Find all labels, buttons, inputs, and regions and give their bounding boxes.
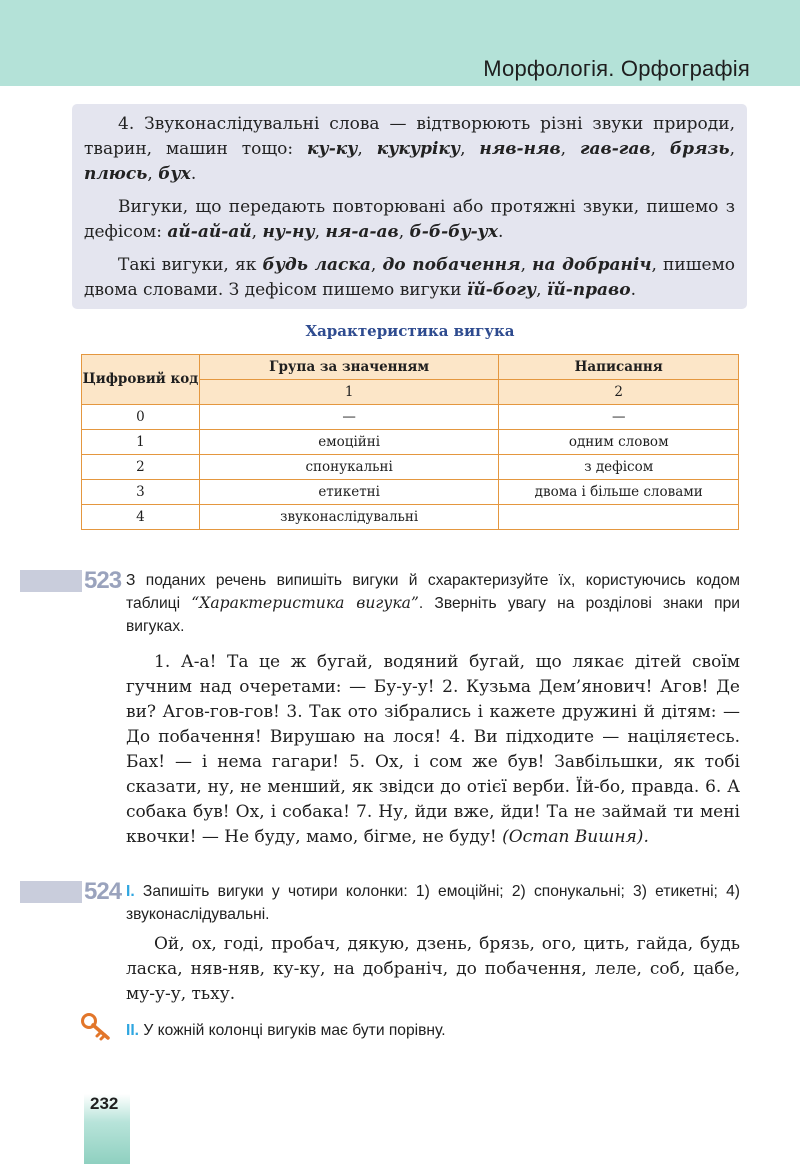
- task-523-instruction: З поданих речень випишіть вигуки й схарактеризуйте їх, користуючись кодом таблиці “Характеристика вигука”. Зверніть увагу на розділові знаки при вигуках.: [126, 572, 740, 635]
- header-spelling: Написання: [499, 355, 739, 380]
- page-number: 232: [90, 1094, 119, 1113]
- table-caption: Характеристика вигука: [305, 322, 515, 340]
- header-code: Цифровий код: [82, 355, 200, 405]
- rule-paragraph-3: Такі вигуки, як будь ласка, до побачення, на добраніч, пишемо двома словами. З дефісом пишемо вигуки їй-богу, їй-право.: [84, 255, 736, 300]
- rule-paragraph-2: Вигуки, що передають повторювані або протяжні звуки, пишемо з дефісом: ай-ай-ай, ну-ну, ня-а-ав, б-б-бу-ух.: [84, 197, 735, 242]
- cell-code: 3: [82, 480, 200, 505]
- task-marker-bar: [20, 570, 82, 592]
- cell-code: 1: [82, 430, 200, 455]
- header-num-1: 1: [199, 380, 499, 405]
- task-number-523: 523: [84, 567, 122, 594]
- table-row: [82, 405, 739, 430]
- cell-spelling: —: [499, 405, 739, 430]
- cell-spelling: з дефісом: [499, 455, 739, 480]
- header-group: Група за значенням: [199, 355, 499, 380]
- rule-box: [72, 104, 747, 309]
- cell-code: 4: [82, 505, 200, 530]
- cell-code: 2: [82, 455, 200, 480]
- cell-code: 0: [82, 405, 200, 430]
- table-row: [82, 455, 739, 480]
- roman-label-1: I.: [126, 883, 135, 900]
- roman-label-2: II.: [126, 1022, 139, 1039]
- table-row: [82, 480, 739, 505]
- cell-group: —: [199, 405, 499, 430]
- task-524-part-2: II. У кожній колонці вигуків має бути порівну.: [126, 1022, 446, 1039]
- cell-group: емоційні: [199, 430, 499, 455]
- task-524-instruction: I. Запишіть вигуки у чотири колонки: 1) емоційні; 2) спонукальні; 3) етикетні; 4) звуконаслідувальні.: [126, 883, 740, 923]
- characteristics-table: [81, 354, 739, 530]
- page-section-title: Морфологія. Орфографія: [483, 56, 750, 81]
- cell-spelling: двома і більше словами: [499, 480, 739, 505]
- cell-group: спонукальні: [199, 455, 499, 480]
- table-row: [82, 505, 739, 530]
- cell-spelling: одним словом: [499, 430, 739, 455]
- key-icon: [80, 1012, 116, 1042]
- cell-group: етикетні: [199, 480, 499, 505]
- task-524-text: Ой, ох, годі, пробач, дякую, дзень, брязь, ого, цить, гайда, будь ласка, няв-няв, ку-ку, на добраніч, до побачення, леле, соб, цабе, му-у-у, тьху.: [126, 934, 740, 1004]
- task-marker-bar: [20, 881, 82, 903]
- rule-paragraph-1: 4. Звуконаслідувальні слова — відтворюють різні звуки природи, тварин, машин тощо: ку-ку, кукуріку, няв-няв, гав-гав, брязь, плюсь, бух.: [84, 114, 735, 184]
- task-523-text: 1. А-а! Та це ж бугай, водяний бугай, що лякає дітей своїм гучним над очеретами: — Бу-у-у! 2. Кузьма Дем’янович! Агов! Де ви? Агов-гов-гов! 3. Так ото зібрались і кажете дружині й дітям: — До побачення! Вирушаю на лося! 4. Ви підходите — націляєтесь. Бах! — і нема гагари! 5. Ох, і сом же був! Завбільшки, як тобі сказати, ну, не менший, як звідси до отієї верби. Їй-бо, правда. 6. А собака був! Ох, і собака! 7. Ну, йди вже, йди! Та не займай ти мені квочки! — Не буду, мамо, бігме, не буду! (Остап Вишня).: [126, 652, 740, 847]
- task-number-524: 524: [84, 878, 122, 905]
- cell-group: звуконаслідувальні: [199, 505, 499, 530]
- header-num-2: 2: [499, 380, 739, 405]
- table-row: [82, 430, 739, 455]
- cell-spelling: [499, 505, 739, 530]
